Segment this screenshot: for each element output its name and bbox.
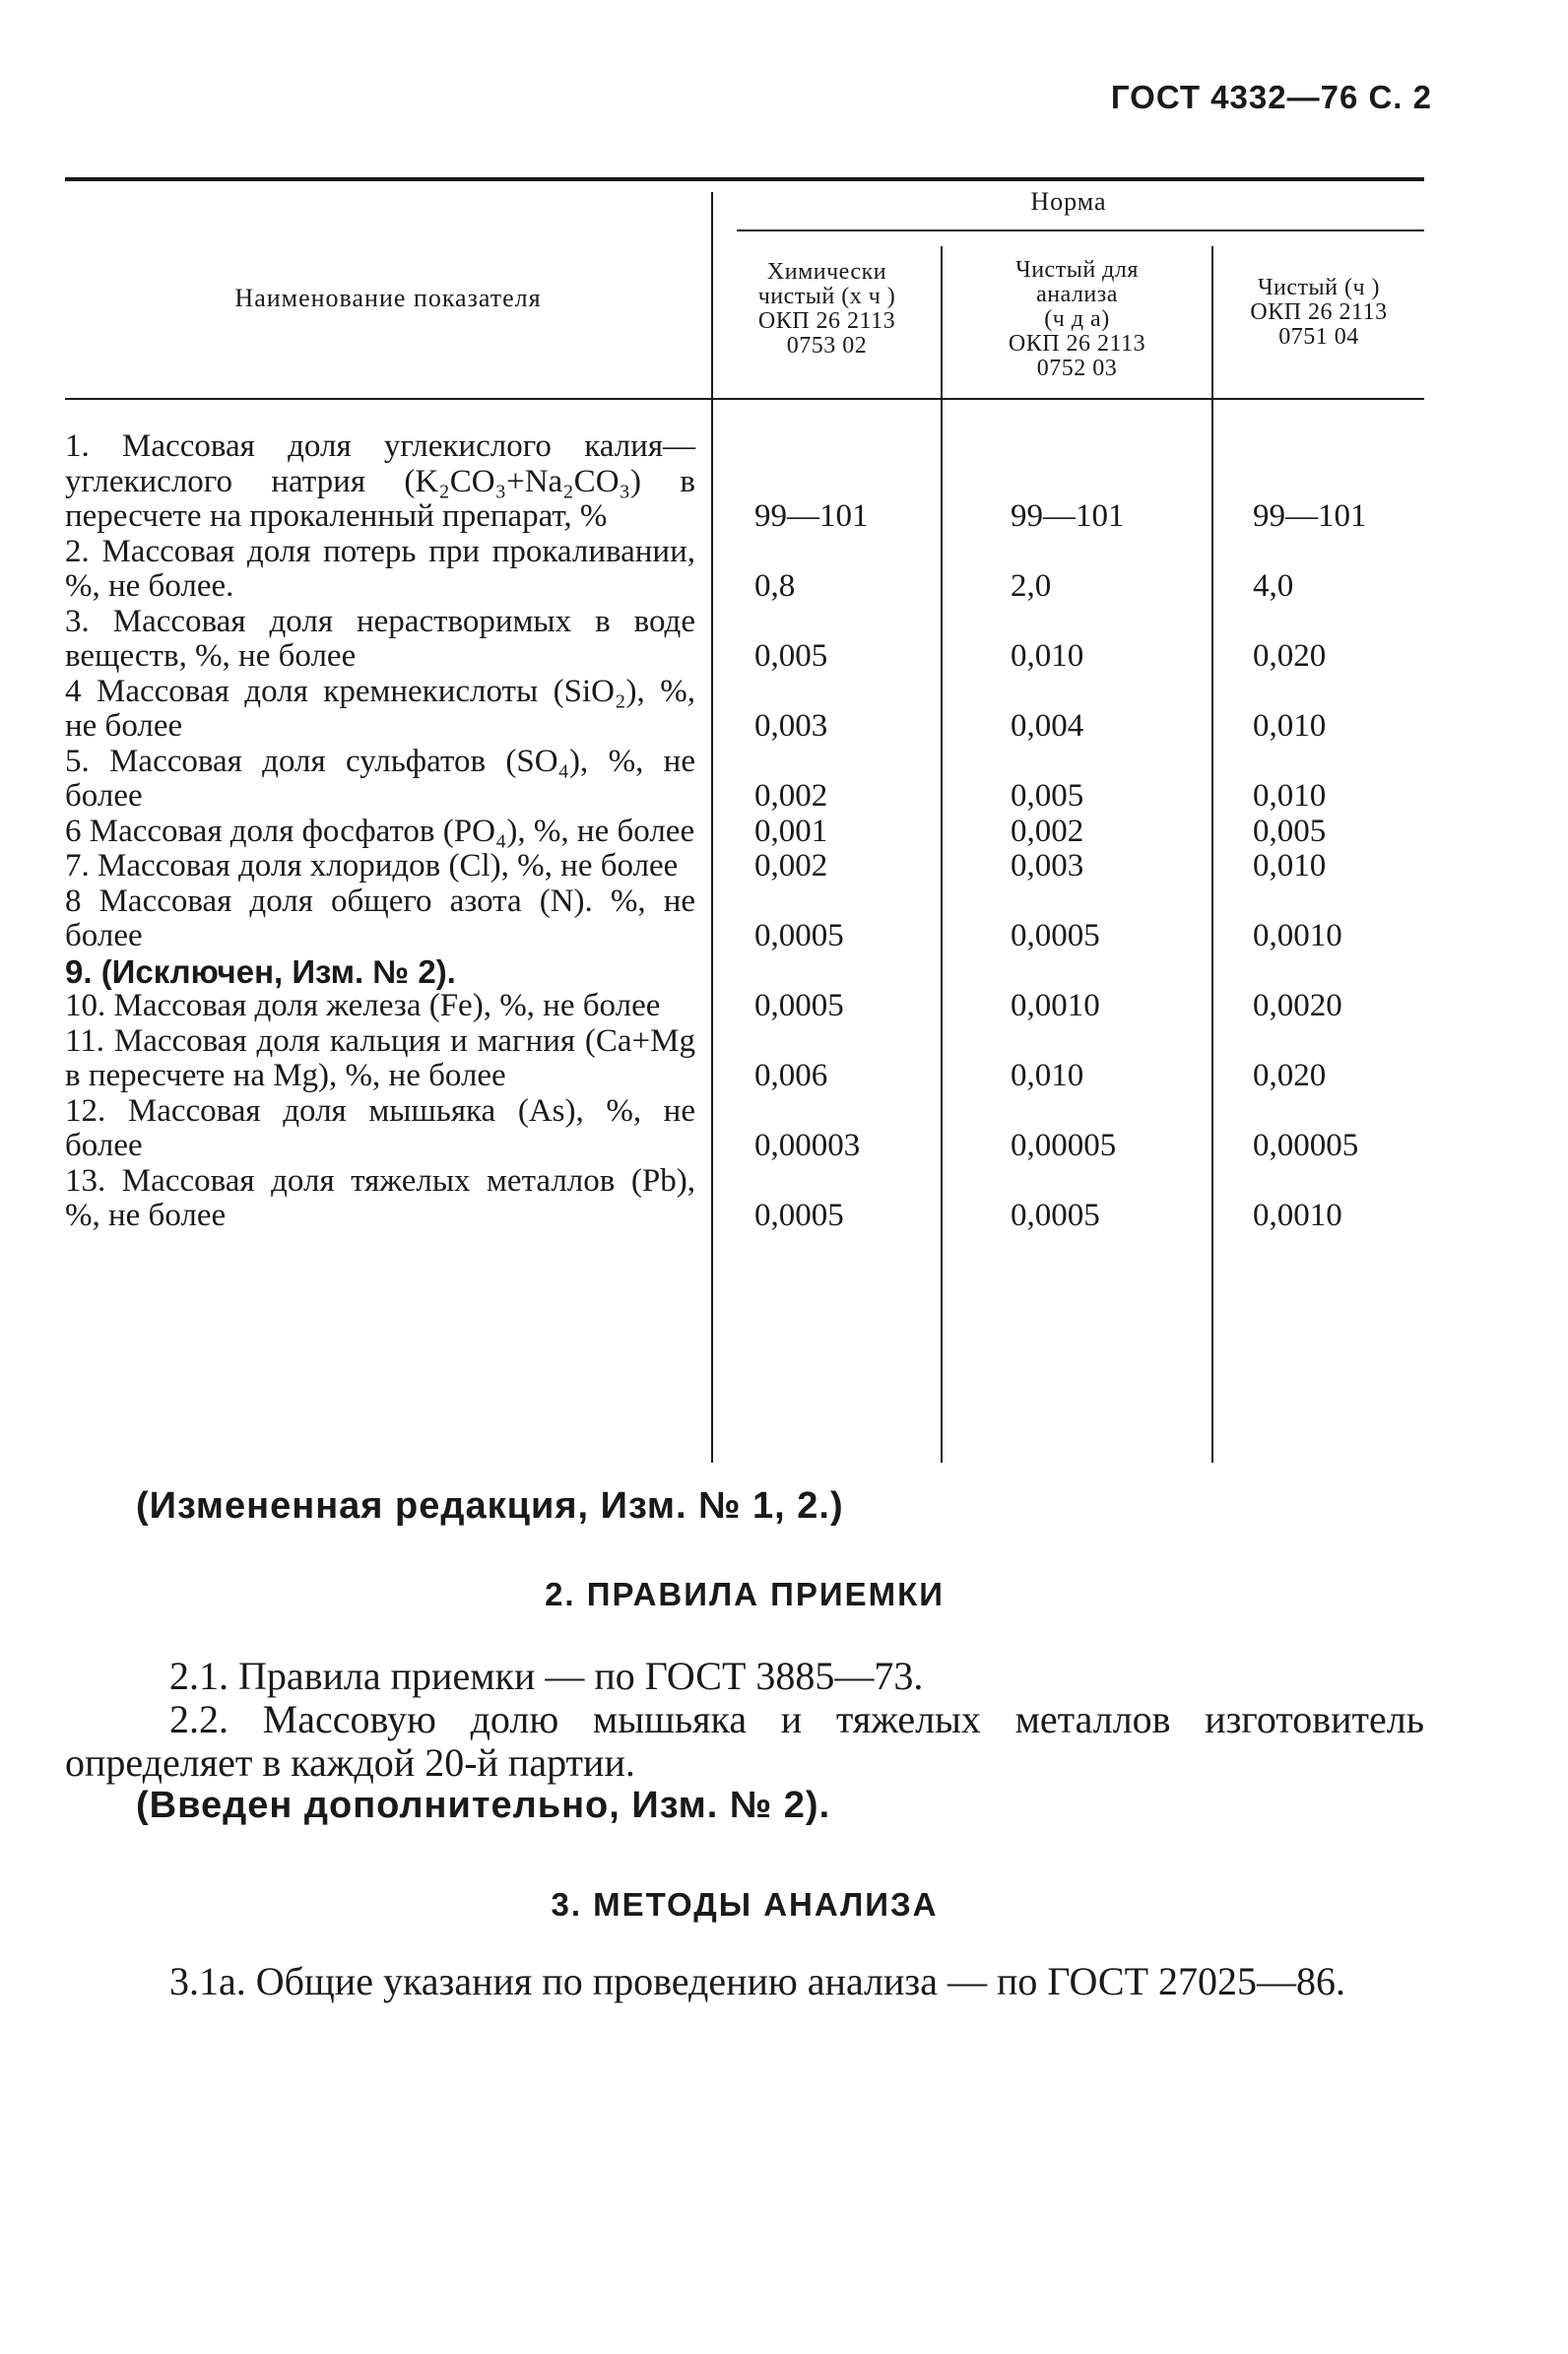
indicator-name: 1. Массовая доля углекислого калия—углекислого натрия (K₂CO₃+Na₂CO₃) в пересчете на прокаленный препарат, % (65, 428, 695, 534)
indicator-name: 5. Массовая доля сульфатов (SO₄), %, не более (65, 743, 695, 814)
value-grade-2: 99—101 (1011, 498, 1125, 534)
column-header-grade-3 (1213, 276, 1424, 350)
table-top-rule (65, 177, 1424, 181)
value-grade-2: 0,004 (1011, 708, 1084, 744)
table-row (65, 989, 1424, 1024)
paragraph-text: 3.1а. Общие указания по проведению анализа — по ГОСТ 27025—86. (169, 1959, 1346, 2003)
indicator-name: 10. Массовая доля железа (Fe), %, не более (65, 988, 661, 1023)
value-grade-2: 0,002 (1011, 813, 1084, 849)
value-grade-3: 0,010 (1253, 778, 1327, 814)
norma-underline (737, 229, 1424, 231)
indicator-name-excluded: 9. (Исключен, Изм. № 2). (65, 952, 456, 990)
table-body (65, 429, 1424, 1234)
section-3-title: 3. МЕТОДЫ АНАЛИЗА (551, 1886, 939, 1923)
value-grade-2: 0,005 (1011, 778, 1084, 814)
value-grade-3: 0,010 (1253, 708, 1327, 744)
value-grade-1: 0,006 (754, 1058, 828, 1093)
value-grade-2: 0,010 (1011, 1058, 1084, 1093)
value-grade-3: 0,020 (1253, 1058, 1327, 1093)
header-line: ОКП 26 2113 (1250, 299, 1388, 325)
section-2-paragraph-1: 2.1. Правила приемки — по ГОСТ 3885—73. (169, 1654, 924, 1698)
header-line: (ч д а) (1044, 306, 1110, 332)
table-row (65, 1094, 1424, 1164)
column-header-name: Наименование показателя (234, 284, 542, 312)
column-header-norma: Норма (1030, 187, 1107, 216)
value-grade-3: 4,0 (1253, 568, 1294, 604)
value-grade-1: 0,003 (754, 708, 828, 744)
table-header-rule (65, 398, 1424, 400)
value-grade-2: 0,0010 (1011, 988, 1100, 1023)
indicator-name: 7. Массовая доля хлоридов (Cl), %, не более (65, 848, 679, 883)
value-grade-3: 99—101 (1253, 498, 1367, 534)
table-row (65, 429, 1424, 535)
header-line: Чистый для (1015, 257, 1139, 283)
column-header-grade-1 (713, 260, 941, 359)
section-2-paragraph-2 (65, 1698, 1424, 1785)
value-grade-1: 0,8 (754, 568, 796, 604)
header-line: чистый (х ч ) (757, 284, 896, 309)
value-grade-2: 0,0005 (1011, 1198, 1100, 1233)
header-line: ОКП 26 2113 (757, 308, 896, 334)
value-grade-1: 0,001 (754, 813, 828, 849)
header-line: ОКП 26 2113 (1008, 331, 1146, 357)
section-2-title: 2. ПРАВИЛА ПРИЕМКИ (545, 1576, 945, 1612)
value-grade-1: 99—101 (754, 498, 869, 534)
value-grade-1: 0,00003 (754, 1128, 861, 1163)
header-line: Чистый (ч ) (1257, 275, 1381, 300)
value-grade-1: 0,0005 (754, 988, 844, 1023)
value-grade-2: 0,00005 (1011, 1128, 1117, 1163)
header-line: 0752 03 (1036, 356, 1118, 381)
value-grade-2: 2,0 (1011, 568, 1052, 604)
indicator-name: 6 Массовая доля фосфатов (PO₄), %, не более (65, 813, 695, 849)
section-3-paragraph-1 (65, 1960, 1424, 2003)
table-row (65, 849, 1424, 884)
value-grade-1: 0,002 (754, 778, 828, 814)
amendment-note: (Измененная редакция, Изм. № 1, 2.) (136, 1485, 844, 1527)
header-line: анализа (1036, 282, 1118, 307)
value-grade-2: 0,0005 (1011, 918, 1100, 953)
table-row (65, 675, 1424, 745)
indicator-name: 4 Массовая доля кремнекислоты (SiO₂), %, не более (65, 673, 695, 744)
indicator-name: 8 Массовая доля общего азота (N). %, не более (65, 883, 695, 953)
value-grade-3: 0,020 (1253, 638, 1327, 674)
table-row (65, 815, 1424, 850)
table-row (65, 1024, 1424, 1094)
page-header: ГОСТ 4332—76 С. 2 (1110, 79, 1432, 115)
value-grade-3: 0,010 (1253, 848, 1327, 883)
indicator-name: 12. Массовая доля мышьяка (As), %, не более (65, 1092, 695, 1163)
table-row (65, 745, 1424, 815)
table-row (65, 1164, 1424, 1234)
section-2-note: (Введен дополнительно, Изм. № 2). (136, 1785, 831, 1826)
indicator-name: 2. Массовая доля потерь при прокаливании, %, не более. (65, 533, 695, 604)
value-grade-1: 0,005 (754, 638, 828, 674)
table-row (65, 884, 1424, 954)
indicator-name: 11. Массовая доля кальция и магния (Ca+Mg в пересчете на Mg), %, не более (65, 1022, 695, 1093)
value-grade-1: 0,0005 (754, 1198, 844, 1233)
value-grade-2: 0,010 (1011, 638, 1084, 674)
column-header-grade-2 (943, 258, 1211, 381)
paragraph-text: 2.2. Массовую долю мышьяка и тяжелых металлов изготовитель определяет в каждой 20-й партии. (65, 1697, 1424, 1785)
value-grade-1: 0,0005 (754, 918, 844, 953)
table-row (65, 535, 1424, 605)
value-grade-3: 0,0010 (1253, 1198, 1342, 1233)
value-grade-1: 0,002 (754, 848, 828, 883)
value-grade-3: 0,005 (1253, 813, 1327, 849)
header-line: 0751 04 (1278, 324, 1359, 350)
header-line: Химически (766, 259, 887, 285)
header-line: 0753 02 (786, 333, 868, 359)
indicator-name: 3. Массовая доля нерастворимых в воде веществ, %, не более (65, 603, 695, 674)
value-grade-3: 0,0010 (1253, 918, 1342, 953)
indicator-name: 13. Массовая доля тяжелых металлов (Pb), %, не более (65, 1162, 695, 1233)
value-grade-3: 0,00005 (1253, 1128, 1359, 1163)
table-row (65, 605, 1424, 675)
table-row (65, 954, 1424, 990)
value-grade-2: 0,003 (1011, 848, 1084, 883)
value-grade-3: 0,0020 (1253, 988, 1342, 1023)
